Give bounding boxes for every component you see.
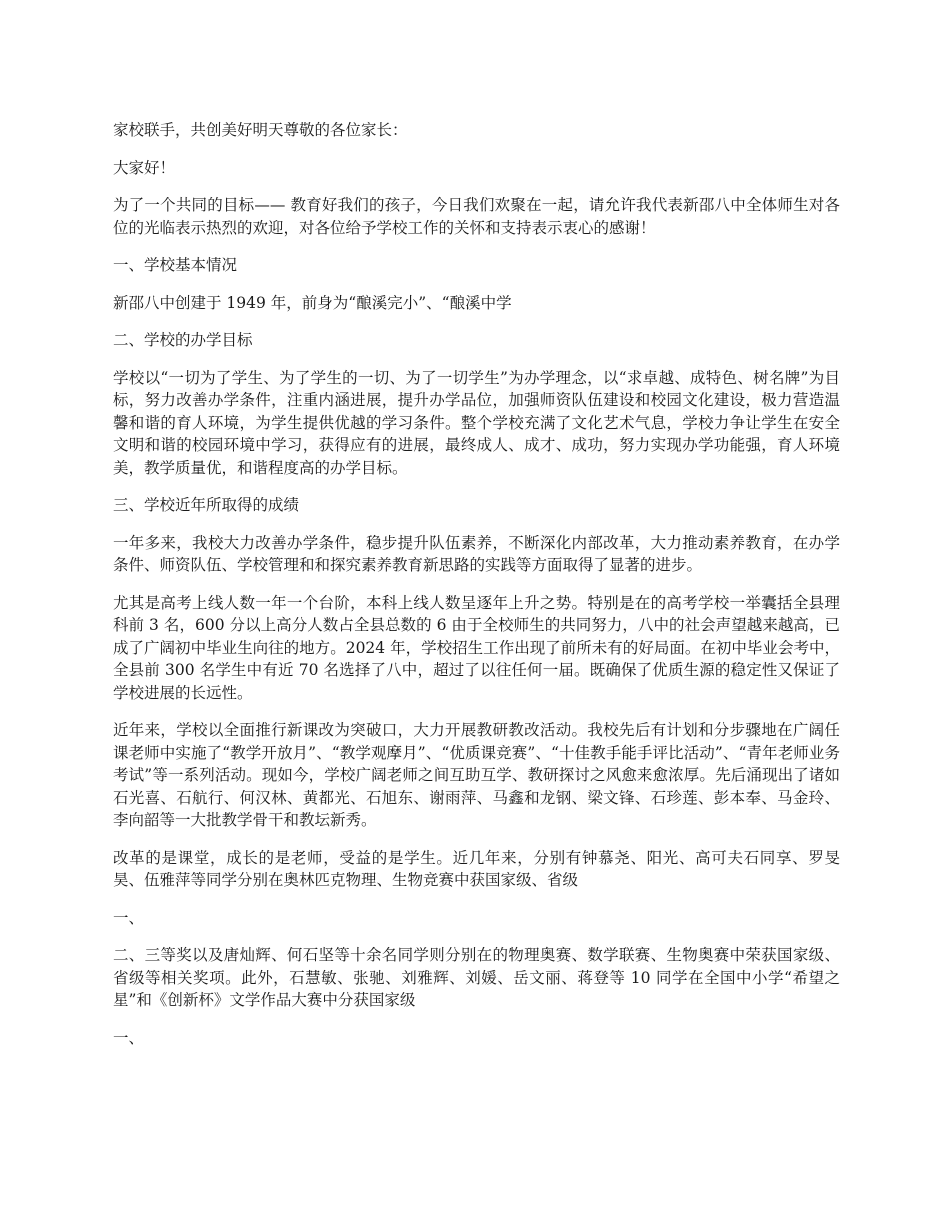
achievements-paragraph-5: 二、三等奖以及唐灿辉、何石坚等十余名同学则分别在的物理奥赛、数学联赛、生物奥赛中荣获国家级、省级等相关奖项。此外，石慧敏、张驰、刘雅辉、刘媛、岳文丽、蒋登等 10 同学在全国中小学“希望之星”和《创新杯》文学作品大赛中分获国家级 <box>113 946 840 1009</box>
achievements-paragraph-4: 改革的是课堂，成长的是老师，受益的是学生。近几年来，分别有钟慕尧、阳光、高可夫石同享、罗旻昊、伍雅萍等同学分别在奥林匹克物理、生物竞赛中获国家级、省级 <box>113 848 840 889</box>
intro-paragraph: 为了一个共同的目标—— 教育好我们的孩子，今日我们欢聚在一起，请允许我代表新邵八中全体师生对各位的光临表示热烈的欢迎，对各位给予学校工作的关怀和支持表示衷心的感谢！ <box>113 196 840 237</box>
letter-title: 家校联手，共创美好明天尊敬的各位家长： <box>113 121 408 139</box>
achievements-paragraph-2: 尤其是高考上线人数一年一个台阶，本科上线人数呈逐年上升之势。特别是在的高考学校一举囊括全县理科前 3 名，600 分以上高分人数占全县总数的 6 由于全校师生的共同努力，八中的社会声望越来越高，已成了广阔初中毕业生向往的地方。2024 年，学校招生工作出现了前所未有的好局面。在初中毕业会考中，全县前 300 名学生中有近 70 名选择了八中，超过了以往任何一届。既确保了优质生源的稳定性又保证了学校进展的长远性。 <box>113 593 840 702</box>
document-page <box>113 119 840 1064</box>
section-heading-basic-info: 一、学校基本情况 <box>113 256 238 274</box>
list-marker-2: 一、 <box>113 1028 145 1047</box>
greeting: 大家好！ <box>113 158 176 177</box>
section-heading-goals: 二、学校的办学目标 <box>113 331 253 349</box>
goals-paragraph: 学校以“一切为了学生、为了学生的一切、为了一切学生”为办学理念，以“求卓越、成特色、树名牌”为目标，努力改善办学条件，注重内涵进展，提升办学品位，加强师资队伍建设和校园文化建设，极力营造温馨和谐的育人环境，为学生提供优越的学习条件。整个学校充满了文化艺术气息，学校力争让学生在安全文明和谐的校园环境中学习，获得应有的进展，最终成人、成才、成功，努力实现办学功能强，育人环境美，教学质量优，和谐程度高的办学目标。 <box>113 368 840 477</box>
section-heading-achievements: 三、学校近年所取得的成绩 <box>113 496 300 514</box>
achievements-paragraph-3: 近年来，学校以全面推行新课改为突破口，大力开展教研教改活动。我校先后有计划和分步骤地在广阔任课老师中实施了“教学开放月”、“教学观摩月”、“优质课竞赛”、“十佳教手能手评比活动”、“青年老师业务考试”等一系列活动。现如今，学校广阔老师之间互助互学、教研探讨之风愈来愈浓厚。先后涌现出了诸如石光喜、石航行、何汉林、黄都光、石旭东、谢雨萍、马鑫和龙钢、梁文锋、石珍莲、彭本奉、马金玲、李向韶等一大批教学骨干和教坛新秀。 <box>113 721 840 829</box>
achievements-paragraph-1: 一年多来，我校大力改善办学条件，稳步提升队伍素养，不断深化内部改革，大力推动素养教育，在办学条件、师资队伍、学校管理和和探究素养教育新思路的实践等方面取得了显著的进步。 <box>113 533 840 574</box>
basic-info-paragraph: 新邵八中创建于 1949 年，前身为“酿溪完小”、“酿溪中学 <box>113 293 512 312</box>
list-marker-1: 一、 <box>113 908 145 927</box>
